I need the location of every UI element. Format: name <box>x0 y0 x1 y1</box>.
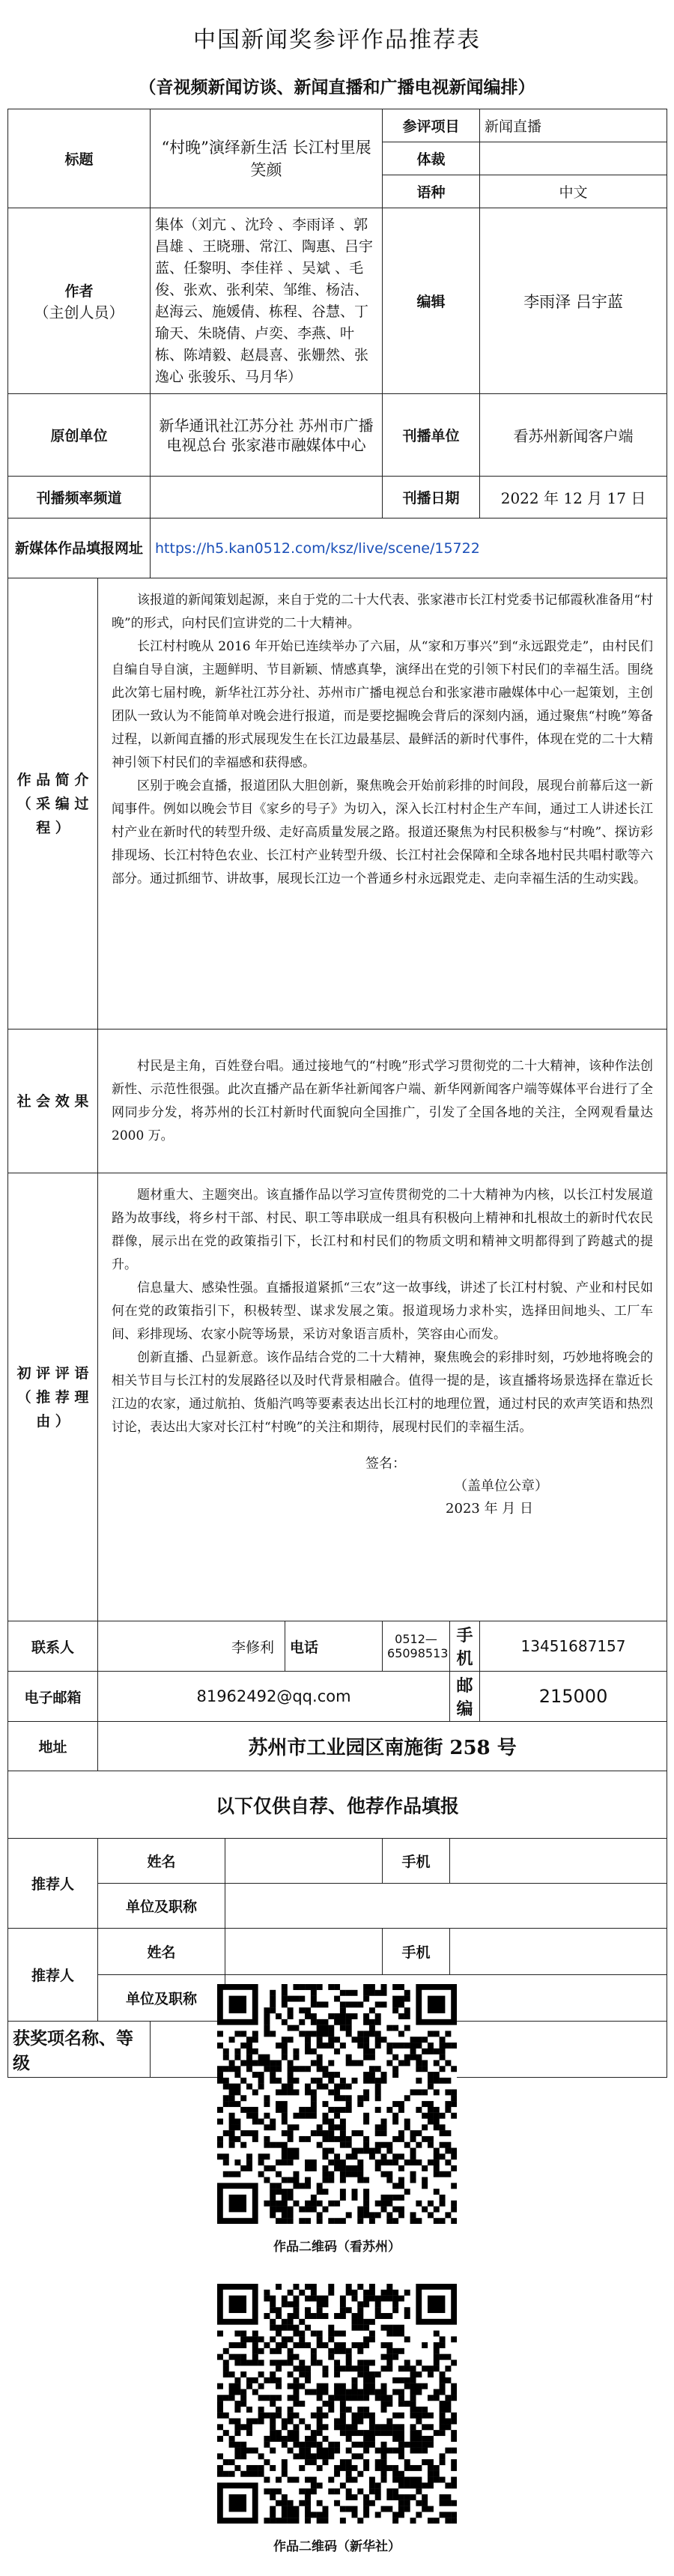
language-label: 语种 <box>383 175 480 208</box>
phone-label: 电话 <box>285 1621 383 1672</box>
intro-label: 作 品 简 介 （ 采 编 过 程 ） <box>8 578 98 1030</box>
genre-label: 体裁 <box>383 142 480 175</box>
name-label: 姓名 <box>98 1929 225 1975</box>
intro-paragraph: 长江村村晚从 2016 年开始已连续举办了六届，从“家和万事兴”到“永远跟党走”，由村民们自编自导自演，主题鲜明、节目新颖、情感真挚，演绎出在党的引领下村民们的幸福生活。围绕此次第七届村晚，新华社江苏分社、苏州市广播电视总台和张家港市融媒体中心一起策划，主创团队一致认为不能简单对晚会进行报道，而是要挖掘晚会背后的深刻内涵，通过聚焦“村晚”筹备过程，以新闻直播的形式展现发生在长江边最基层、最鲜活的新时代事件，体现在党的二十大精神引领下村民们的幸福感和获得感。 <box>112 639 654 770</box>
origin-value: 新华通讯社江苏分社 苏州市广播电视总台 张家港市融媒体中心 <box>151 394 383 477</box>
address-value: 苏州市工业园区南施街 258 号 <box>98 1722 667 1771</box>
author-sublabel: （主创人员） <box>34 303 124 321</box>
effect-text: 村民是主角，百姓登台唱。通过接地气的“村晚”形式学习贯彻党的二十大精神，该种作法创新性、示范性很强。此次直播产品在新华社新闻客户端、新华网新闻客户端等媒体平台进行了全网同步分发，将苏州的长江村新时代面貌向全国推广，引发了全国各地的关注，全网观看量达 2000 万。 <box>112 1058 654 1143</box>
name-value[interactable] <box>225 1839 383 1884</box>
seal-date: 2023 年 月 日 <box>446 1501 534 1517</box>
date-label: 刊播日期 <box>383 477 480 518</box>
intro-paragraph: 区别于晚会直播，报道团队大胆创新，聚焦晚会开始前彩排的时间段，展现台前幕后这一新闻事件。例如以晚会节目《家乡的号子》为切入，深入长江村村企生产车间，通过工人讲述长江村产业在新时代的转型升级、走好高质量发展之路。报道还聚焦为村民积极参与“村晚”、探访彩排现场、长江村特色农业、长江村产业转型升级、长江村社会保障和全球各地村民共唱村歌等六部分。通过抓细节、讲故事，展现长江边一个普通乡村永远跟党走、走向幸福生活的生动实践。 <box>112 778 654 886</box>
page-title: 中国新闻奖参评作品推荐表 <box>193 27 481 53</box>
signature-label: 签名： <box>365 1456 407 1472</box>
address-label: 地址 <box>8 1722 98 1771</box>
date-value: 2022 年 12 月 17 日 <box>480 477 667 518</box>
author-value: 集体（刘亢 、沈玲 、李雨译 、郭昌雄 、王晓珊、常江、陶惠、吕宇蓝、任黎明、李佳祥 、吴斌 、毛俊、张欢、张利荣、邹维、杨洁、赵海云、施媛倩、栋程、谷慧、丁瑜天、朱晓倩、卢奕、李燕、叶栋、陈靖毅、赵晨喜、张姗然、张逸心 张骏乐、马月华） <box>151 208 383 394</box>
recommender-mobile-value[interactable] <box>450 1929 667 1975</box>
editor-value: 李雨泽 吕宇蓝 <box>480 208 667 394</box>
recommendation-form <box>7 109 667 2078</box>
channel-label: 刊播频率频道 <box>8 477 151 518</box>
name-value[interactable] <box>225 1929 383 1975</box>
review-label: 初 评 评 语 （ 推 荐 理 由 ） <box>8 1173 98 1621</box>
email-value: 81962492@qq.com <box>98 1672 450 1722</box>
qr-code-xinhua <box>217 2284 457 2524</box>
postcode-label: 邮编 <box>450 1672 480 1722</box>
language-value: 中文 <box>480 175 667 208</box>
review-paragraph: 创新直播、凸显新意。该作品结合党的二十大精神，聚焦晚会的彩排时刻，巧妙地将晚会的相关节目与长江村的发展路径以及时代背景相融合。值得一提的是，该直播将场景选择在靠近长江边的农家，通过航拍、货船汽鸣等要素表达出长江村的地理位置，通过村民的欢声笑语和热烈讨论，表达出大家对长江村“村晚”的关注和期待，展现村民们的幸福生活。 <box>112 1350 654 1435</box>
name-label: 姓名 <box>98 1839 225 1884</box>
intro-paragraph: 该报道的新闻策划起源，来自于党的二十大代表、张家港市长江村党委书记郁霞秋准备用“村晚”的形式，向村民们宣讲党的二十大精神。 <box>112 593 654 631</box>
genre-value <box>480 142 667 175</box>
org-label: 单位及职称 <box>98 1884 225 1929</box>
channel-value <box>151 477 383 518</box>
recommender-mobile-label: 手机 <box>383 1839 450 1884</box>
title-value: “村晚”演绎新生活 长江村里展笑颜 <box>151 109 383 208</box>
review-paragraph: 题材重大、主题突出。该直播作品以学习宣传贯彻党的二十大精神为内核，以长江村发展道路为故事线，将乡村干部、村民、职工等串联成一组具有积极向上精神和扎根故土的新时代农民群像，展示出在党的政策指引下，长江村和村民们的物质文明和精神文明都得到了跨越式的提升。 <box>112 1188 654 1272</box>
org-label: 单位及职称 <box>98 1975 225 2022</box>
seal-label: （盖单位公章） <box>454 1478 549 1494</box>
qr-caption-xinhua: 作品二维码（新华社） <box>273 2539 401 2554</box>
effect-label: 社 会 效 果 <box>8 1030 98 1173</box>
qr-caption-kansuzhou: 作品二维码（看苏州） <box>273 2240 401 2255</box>
org-value[interactable] <box>225 1884 667 1929</box>
editor-label: 编辑 <box>383 208 480 394</box>
recommender-label: 推荐人 <box>8 1839 98 1929</box>
email-label: 电子邮箱 <box>8 1672 98 1722</box>
mobile-value: 13451687157 <box>480 1621 667 1672</box>
effect-content <box>98 1030 667 1173</box>
category-value: 新闻直播 <box>480 109 667 142</box>
recommender-mobile-value[interactable] <box>450 1839 667 1884</box>
url-label: 新媒体作品填报网址 <box>8 518 151 578</box>
mobile-label: 手机 <box>450 1621 480 1672</box>
contact-value: 李修利 <box>98 1621 285 1672</box>
review-content <box>98 1173 667 1621</box>
url-link[interactable]: https://h5.kan0512.com/ksz/live/scene/15722 <box>151 518 667 578</box>
award-label: 获奖项名称、等级 <box>8 2022 151 2078</box>
category-label: 参评项目 <box>383 109 480 142</box>
review-paragraph: 信息量大、感染性强。直播报道紧抓“三农”这一故事线，讲述了长江村村貌、产业和村民如何在党的政策指引下，积极转型、谋求发展之策。报道现场力求朴实，选择田间地头、工厂车间、彩排现场、农家小院等场景，采访对象语言质朴，笑容由心而发。 <box>112 1281 654 1342</box>
recommender-label: 推荐人 <box>8 1929 98 2022</box>
postcode-value: 215000 <box>480 1672 667 1722</box>
qr-code-kansuzhou <box>217 1984 457 2224</box>
page-subtitle: （音视频新闻访谈、新闻直播和广播电视新闻编排） <box>139 77 535 97</box>
publisher-label: 刊播单位 <box>383 394 480 477</box>
origin-label: 原创单位 <box>8 394 151 477</box>
intro-content <box>98 578 667 1030</box>
title-label: 标题 <box>8 109 151 208</box>
recommender-mobile-label: 手机 <box>383 1929 450 1975</box>
phone-value: 0512—65098513 <box>383 1621 450 1672</box>
contact-label: 联系人 <box>8 1621 98 1672</box>
author-label-cell <box>8 208 151 394</box>
publisher-value: 看苏州新闻客户端 <box>480 394 667 477</box>
author-label: 作者 <box>64 282 94 300</box>
self-recommend-note: 以下仅供自荐、他荐作品填报 <box>8 1771 667 1839</box>
